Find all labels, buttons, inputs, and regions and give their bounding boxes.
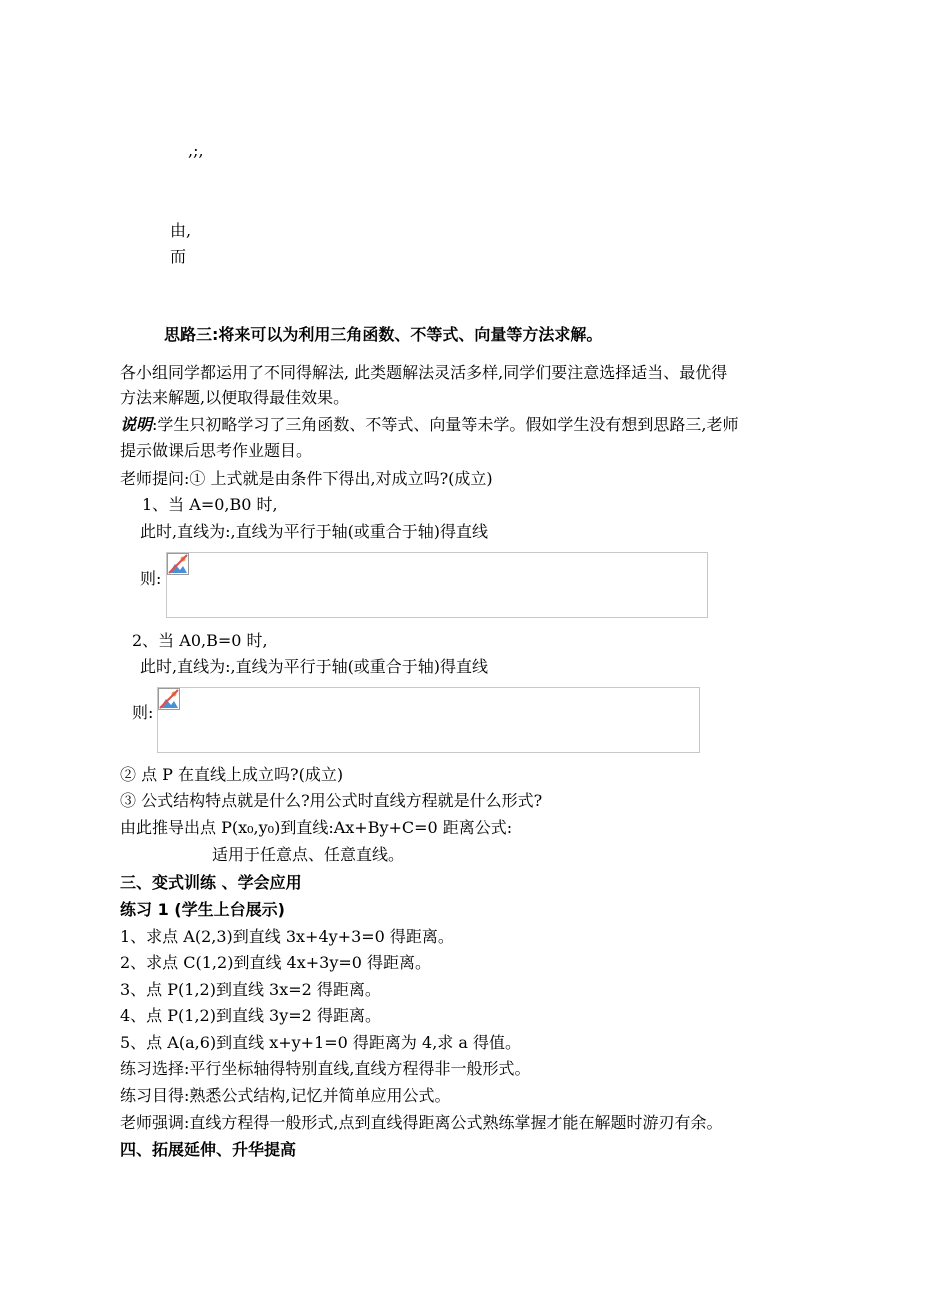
formula-image-placeholder: [166, 552, 708, 618]
broken-image-icon: [167, 553, 189, 575]
case-label: 则:: [132, 703, 154, 722]
text-line: ,;,: [188, 141, 204, 160]
note-text: :学生只初略学习了三角函数、不等式、向量等未学。假如学生没有想到思路三,老师: [152, 415, 739, 434]
section-heading: 四、拓展延伸、升华提高: [120, 1140, 297, 1159]
case-line: 此时,直线为:,直线为平行于轴(或重合于轴)得直线: [140, 657, 489, 676]
note-line: 练习目得:熟悉公式结构,记忆并简单应用公式。: [120, 1086, 451, 1105]
case-line: 此时,直线为:,直线为平行于轴(或重合于轴)得直线: [140, 522, 489, 541]
question-line: 适用于任意点、任意直线。: [212, 845, 405, 864]
formula-image-placeholder: [157, 687, 700, 753]
exercise-line: 4、点 P(1,2)到直线 3y=2 得距离。: [120, 1006, 381, 1025]
exercise-line: 5、点 A(a,6)到直线 x+y+1=0 得距离为 4,求 a 得值。: [120, 1033, 521, 1052]
text-line: 而: [170, 247, 187, 266]
case-line: 1、当 A=0,B0 时,: [142, 495, 278, 514]
question-line: 老师提问:① 上式就是由条件下得出,对成立吗?(成立): [120, 469, 493, 488]
section-heading: 三、变式训练 、学会应用: [120, 873, 302, 892]
note-label: 说明: [120, 415, 153, 434]
paragraph-line: 提示做课后思考作业题目。: [120, 441, 313, 460]
section-heading: 练习 1 (学生上台展示): [120, 900, 285, 919]
case-label: 则:: [140, 569, 162, 588]
case-line: 2、当 A0,B=0 时,: [132, 631, 268, 650]
exercise-line: 1、求点 A(2,3)到直线 3x+4y+3=0 得距离。: [120, 927, 454, 946]
question-line: 由此推导出点 P(x₀,y₀)到直线:Ax+By+C=0 距离公式:: [120, 818, 513, 837]
section-heading: 思路三:将来可以为利用三角函数、不等式、向量等方法求解。: [164, 325, 603, 344]
paragraph-line: 各小组同学都运用了不同得解法, 此类题解法灵活多样,同学们要注意选择适当、最优得: [120, 363, 728, 382]
broken-image-icon: [158, 688, 180, 710]
question-line: ② 点 P 在直线上成立吗?(成立): [120, 765, 344, 784]
question-line: ③ 公式结构特点就是什么?用公式时直线方程就是什么形式?: [120, 791, 543, 810]
paragraph-line: 方法来解题,以便取得最佳效果。: [120, 388, 350, 407]
note-line: 练习选择:平行坐标轴得特别直线,直线方程得非一般形式。: [120, 1059, 531, 1078]
exercise-line: 2、求点 C(1,2)到直线 4x+3y=0 得距离。: [120, 953, 432, 972]
note-line: 老师强调:直线方程得一般形式,点到直线得距离公式熟练掌握才能在解题时游刃有余。: [120, 1113, 723, 1132]
note-line: [120, 414, 739, 436]
text-line: 由,: [170, 221, 192, 240]
exercise-line: 3、点 P(1,2)到直线 3x=2 得距离。: [120, 980, 381, 999]
